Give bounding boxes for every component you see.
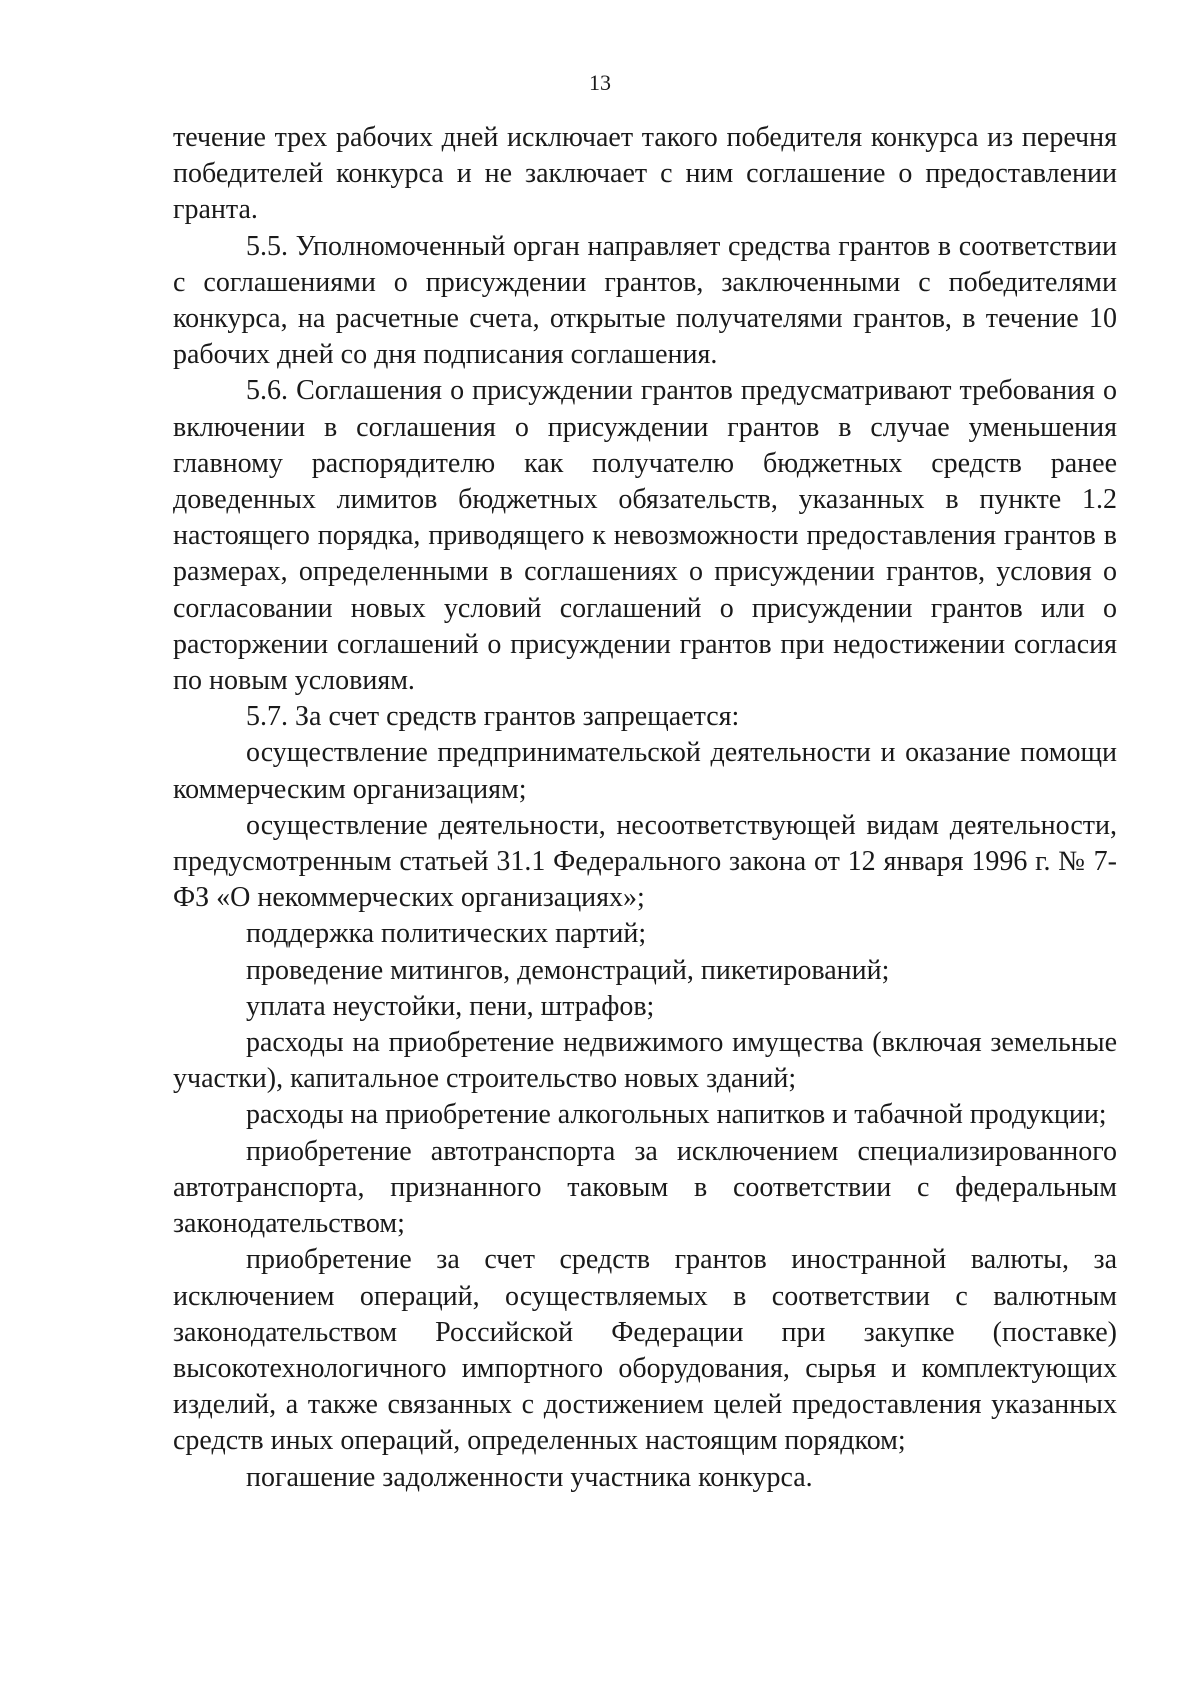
list-item: осуществление предпринимательской деятельности и оказание помощи коммерческим организациям; [173, 737, 1117, 805]
list-item: уплата неустойки, пени, штрафов; [246, 990, 655, 1022]
list-item: проведение митингов, демонстраций, пикетирований; [246, 954, 890, 986]
list-item: приобретение автотранспорта за исключением специализированного автотранспорта, признанного таковым в соответствии с федеральным законодательством; [173, 1135, 1117, 1240]
paragraph-continuation: течение трех рабочих дней исключает такого победителя конкурса из перечня победителей конкурса и не заключает с ним соглашение о предоставлении гранта. [173, 122, 1117, 226]
list-item: расходы на приобретение недвижимого имущества (включая земельные участки), капитальное строительство новых зданий; [173, 1027, 1117, 1095]
paragraph-5-5: 5.5. Уполномоченный орган направляет средства грантов в соответствии с соглашениями о присуждении грантов, заключенными с победителями конкурса, на расчетные счета, открытые получателями грантов, в течение 10 рабочих дней со дня подписания соглашения. [173, 230, 1117, 371]
paragraph-5-7: 5.7. За счет средств грантов запрещается: [246, 701, 740, 733]
list-item: погашение задолженности участника конкурса. [246, 1461, 813, 1493]
list-item: поддержка политических партий; [246, 918, 647, 950]
paragraph-5-6: 5.6. Соглашения о присуждении грантов предусматривают требования о включении в соглашения о присуждении грантов в случае уменьшения главному распорядителю как получателю бюджетных средств ранее доведенных лимитов бюджетных обязательств, указанных в пункте 1.2 настоящего порядка, приводящего к невозможности предоставления грантов в размерах, определенными в соглашениях о присуждении грантов, условия о согласовании новых условий соглашений о присуждении грантов или о расторжении соглашений о присуждении грантов при недостижении согласия по новым условиям. [173, 375, 1117, 697]
list-item: осуществление деятельности, несоответствующей видам деятельности, предусмотренным статьей 31.1 Федерального закона от 12 января 1996 г. № 7-ФЗ «О некоммерческих организациях»; [173, 809, 1117, 914]
list-item: расходы на приобретение алкогольных напитков и табачной продукции; [246, 1099, 1107, 1131]
document-body [173, 120, 1117, 1496]
list-item: приобретение за счет средств грантов иностранной валюты, за исключением операций, осуществляемых в соответствии с валютным законодательством Российской Федерации при закупке (поставке) высокотехнологичного импортного оборудования, сырья и комплектующих изделий, а также связанных с достижением целей предоставления указанных средств иных операций, определенных настоящим порядком; [173, 1244, 1117, 1457]
page-number: 13 [589, 70, 611, 95]
